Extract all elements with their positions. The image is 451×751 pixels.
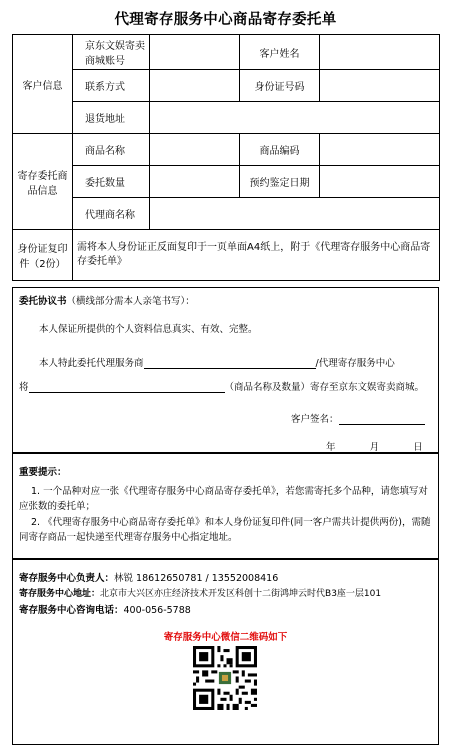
return-address-field[interactable] — [150, 102, 440, 134]
agreement-heading-note: （横线部分需本人亲笔书写）： — [66, 296, 195, 307]
customer-name-label: 客户姓名 — [240, 35, 320, 70]
contact-field[interactable] — [150, 70, 240, 102]
address-value: 北京市大兴区亦庄经济技术开发区科创十二街鸿坤云时代B3座一层101 — [100, 589, 382, 599]
agreement-heading: 委托协议书 — [19, 296, 67, 307]
agreement-line-3 — [19, 379, 424, 393]
agreement-line-2-prefix: 本人特此委托代理服务商 — [39, 358, 144, 369]
agreement-heading-row — [19, 293, 195, 307]
address-label: 寄存服务中心地址： — [19, 589, 101, 599]
important-notes-section — [12, 453, 439, 559]
wechat-qr-code-icon — [193, 646, 257, 710]
signature-line[interactable] — [339, 413, 425, 425]
goods-name-label: 商品名称 — [73, 134, 150, 166]
contact-label: 联系方式 — [73, 70, 150, 102]
note-item-2: 2. 《代理寄存服务中心商品寄存委托单》和本人身份证复印件(同一客户需共计提供两份)，需随同寄存商品一起快递至代理寄存服务中心指定地址。 — [19, 517, 431, 543]
return-address-label: 退货地址 — [73, 102, 150, 134]
phone-row — [19, 602, 191, 616]
date-row — [279, 439, 423, 453]
account-label: 京东文娱寄卖商城账号 — [73, 35, 150, 70]
agreement-section — [12, 287, 439, 453]
agent-name-label: 代理商名称 — [73, 198, 150, 230]
page-title: 代理寄存服务中心商品寄存委托单 — [114, 12, 337, 28]
customer-section-label: 客户信息 — [13, 35, 73, 134]
month-label: 月 — [369, 442, 380, 453]
appraisal-date-label: 预约鉴定日期 — [240, 166, 320, 198]
appraisal-date-field[interactable] — [320, 166, 440, 198]
goods-code-label: 商品编码 — [240, 134, 320, 166]
agent-name-field[interactable] — [150, 198, 440, 230]
id-number-label: 身份证号码 — [240, 70, 320, 102]
id-number-field[interactable] — [320, 70, 440, 102]
agreement-line-3-suffix: 寄存至京东文娱寄卖商城。 — [310, 382, 425, 393]
address-row — [19, 586, 381, 599]
contact-person-row — [19, 570, 278, 584]
account-field[interactable] — [150, 35, 240, 70]
year-line[interactable] — [279, 441, 323, 453]
agreement-line-3-prefix: 将 — [19, 382, 29, 393]
customer-name-field[interactable] — [320, 35, 440, 70]
agreement-line-3-mid: （商品名称及数量） — [224, 382, 311, 393]
signature-label: 客户签名： — [291, 414, 339, 425]
quantity-field[interactable] — [150, 166, 240, 198]
phone-value: 400-056-5788 — [123, 605, 191, 616]
phone-label: 寄存服务中心咨询电话： — [19, 605, 124, 616]
year-label: 年 — [326, 442, 336, 453]
day-line[interactable] — [382, 441, 410, 453]
consignment-form-table — [12, 34, 440, 281]
goods-code-field[interactable] — [320, 134, 440, 166]
contact-person-label: 寄存服务中心负责人： — [19, 573, 115, 584]
notes-heading: 重要提示： — [19, 467, 67, 478]
id-copy-label: 身份证复印件（2份） — [13, 230, 73, 281]
contact-section — [12, 559, 439, 745]
id-copy-instructions: 需将本人身份证正反面复印于一页单面A4纸上，附于《代理寄存服务中心商品寄存委托单》 — [73, 230, 440, 281]
agreement-line-2 — [39, 355, 395, 369]
goods-name-field[interactable] — [150, 134, 240, 166]
goods-section-label: 寄存委托商品信息 — [13, 134, 73, 230]
contact-person-value: 林锐 18612650781 / 13552008416 — [114, 573, 279, 584]
note-item-1: 1. 一个品种对应一张《代理寄存服务中心商品寄存委托单》，若您需寄托多个品种，请您填写对应张数的委托单； — [19, 486, 428, 512]
quantity-label: 委托数量 — [73, 166, 150, 198]
goods-handwrite-line[interactable] — [29, 381, 225, 393]
day-label: 日 — [413, 442, 423, 453]
agreement-line-1: 本人保证所提供的个人资料信息真实、有效、完整。 — [39, 324, 258, 335]
agreement-line-2-suffix: /代理寄存服务中心 — [315, 358, 395, 369]
qr-caption: 寄存服务中心微信二维码如下 — [163, 632, 288, 643]
agent-handwrite-line[interactable] — [144, 357, 316, 369]
signature-row — [291, 411, 425, 425]
month-line[interactable] — [339, 441, 367, 453]
